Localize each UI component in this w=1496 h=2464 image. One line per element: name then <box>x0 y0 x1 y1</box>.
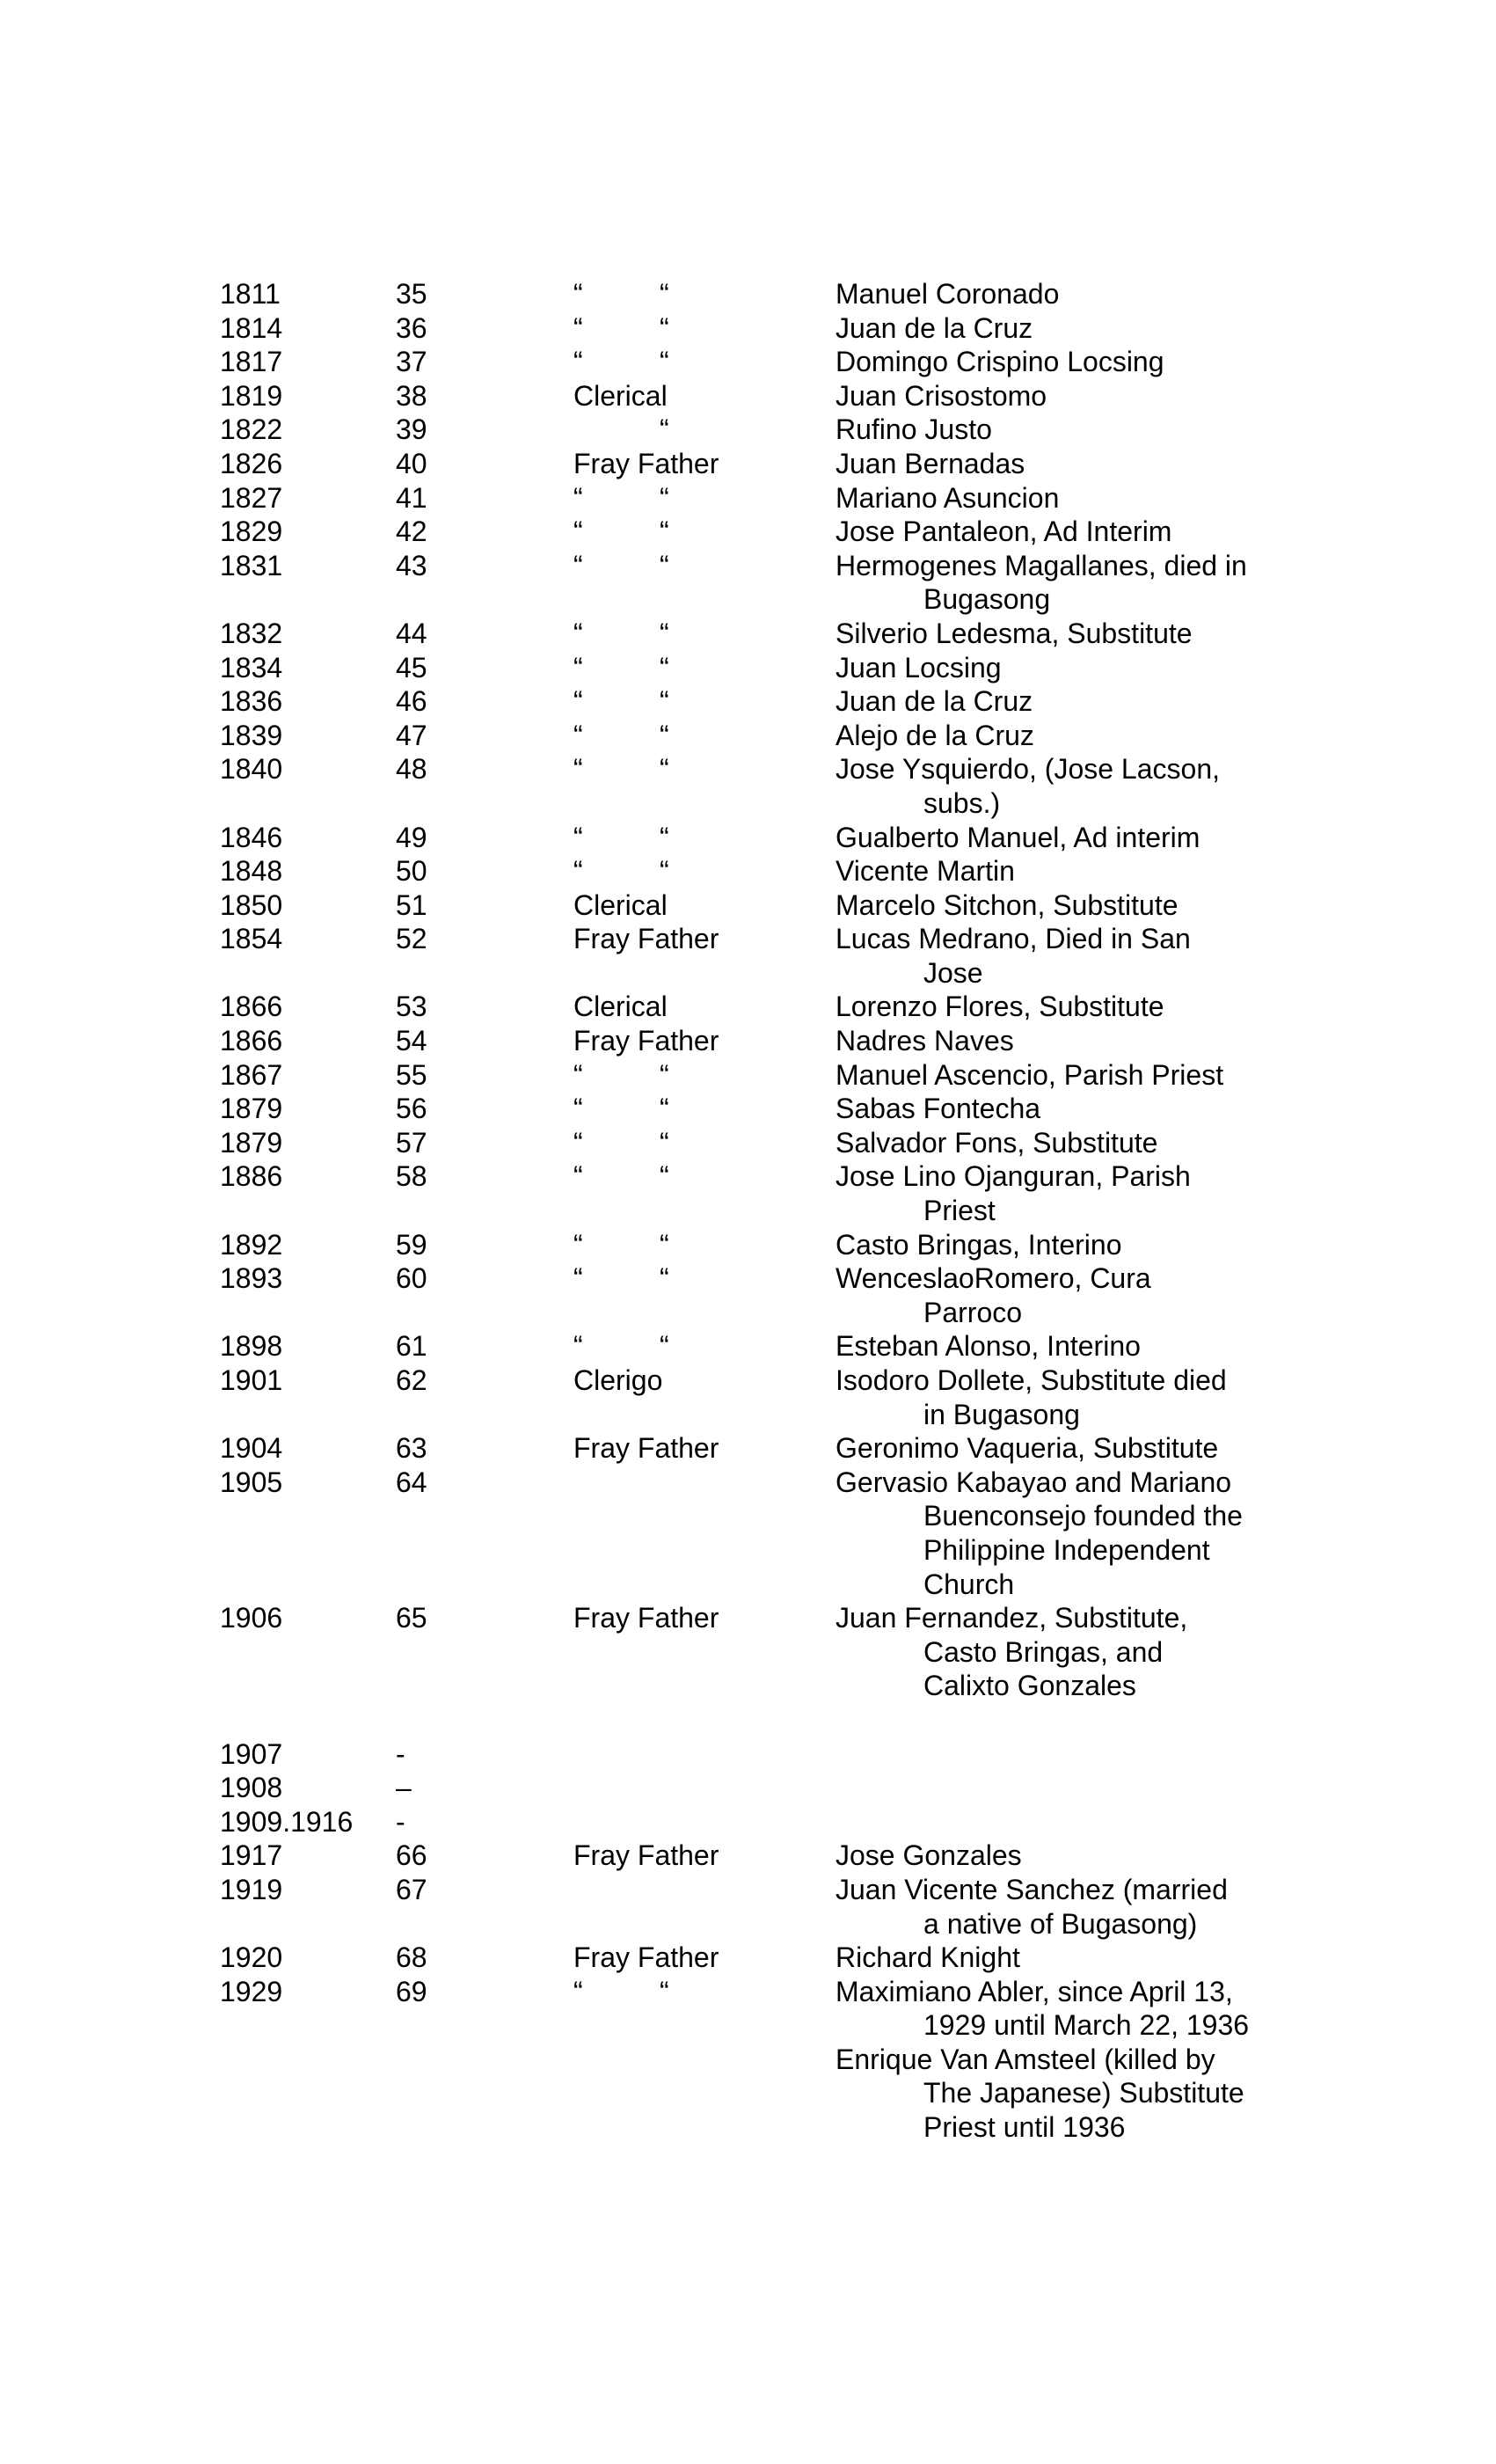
ditto-mark: “ <box>660 1330 669 1363</box>
number-cell: 65 <box>396 1602 427 1634</box>
table-row <box>0 651 1496 685</box>
year-cell: 1817 <box>220 346 283 378</box>
name-line: Lorenzo Flores, Substitute <box>836 991 1164 1023</box>
name-line: Alejo de la Cruz <box>836 719 1034 751</box>
type-cell: Fray Father <box>573 1941 719 1974</box>
year-cell: 1866 <box>220 991 283 1023</box>
name-line: Domingo Crispino Locsing <box>836 346 1164 378</box>
name-continuation-line: Philippine Independent <box>923 1533 1210 1566</box>
ditto-mark: “ <box>660 1975 669 2007</box>
name-cell <box>836 752 1293 820</box>
number-cell: 51 <box>396 888 427 921</box>
name-continuation-line: Bugasong <box>923 583 1051 616</box>
name-line: Manuel Ascencio, Parish Priest <box>836 1058 1224 1091</box>
number-cell: 53 <box>396 991 427 1023</box>
name-cell <box>836 922 1293 990</box>
ditto-mark: “ <box>660 1160 669 1193</box>
year-cell: 1920 <box>220 1941 283 1974</box>
ditto-mark: “ <box>573 549 583 581</box>
table-row <box>0 1329 1496 1364</box>
name-line: Enrique Van Amsteel (killed by <box>836 2043 1215 2075</box>
name-line: Lucas Medrano, Died in San <box>836 923 1191 955</box>
number-cell: 36 <box>396 311 427 344</box>
type-cell: Fray Father <box>573 1602 719 1634</box>
name-cell <box>836 549 1293 617</box>
ditto-mark: “ <box>660 1262 669 1295</box>
name-cell <box>836 515 1293 549</box>
ditto-mark: “ <box>660 753 669 786</box>
number-cell: 37 <box>396 346 427 378</box>
type-cell: Clerigo <box>573 1364 663 1396</box>
ditto-mark: “ <box>573 1058 583 1091</box>
table-row <box>0 888 1496 923</box>
name-continuation-line: The Japanese) Substitute <box>923 2077 1244 2109</box>
name-line: Juan Vicente Sanchez (married <box>836 1873 1228 1905</box>
number-cell: 67 <box>396 1873 427 1905</box>
ditto-mark: “ <box>573 1160 583 1193</box>
ditto-mark: “ <box>660 481 669 514</box>
number-cell: 40 <box>396 447 427 479</box>
year-cell: 1866 <box>220 1025 283 1057</box>
name-continuation-line: Church <box>923 1568 1015 1600</box>
year-cell: 1919 <box>220 1873 283 1905</box>
year-cell: 1827 <box>220 481 283 514</box>
name-line: Gervasio Kabayao and Mariano <box>836 1466 1232 1498</box>
year-cell: 1901 <box>220 1364 283 1396</box>
year-cell: 1906 <box>220 1602 283 1634</box>
ditto-mark: “ <box>573 1330 583 1363</box>
table-row <box>0 481 1496 515</box>
ditto-mark: “ <box>573 1262 583 1295</box>
table-row <box>0 1873 1496 1941</box>
type-cell: Clerical <box>573 379 668 412</box>
name-line: Juan Bernadas <box>836 447 1025 479</box>
number-cell: 41 <box>396 481 427 514</box>
year-cell: 1819 <box>220 379 283 412</box>
year-cell: 1854 <box>220 923 283 955</box>
table-row <box>0 1737 1496 1772</box>
name-line: Juan de la Cruz <box>836 685 1033 718</box>
name-continuation-line: Jose <box>923 956 983 989</box>
name-cell <box>836 1261 1293 1329</box>
number-cell: 68 <box>396 1941 427 1974</box>
table-row <box>0 515 1496 549</box>
ditto-mark: “ <box>573 719 583 751</box>
year-cell: 1850 <box>220 888 283 921</box>
year-cell: 1917 <box>220 1839 283 1872</box>
ditto-mark: “ <box>573 346 583 378</box>
table-row <box>0 1466 1496 1601</box>
name-line: Juan Fernandez, Substitute, <box>836 1602 1188 1634</box>
table-row <box>0 1126 1496 1160</box>
year-cell: 1829 <box>220 515 283 548</box>
table-row <box>0 719 1496 753</box>
year-cell: 1846 <box>220 821 283 853</box>
table-row <box>0 1431 1496 1466</box>
year-cell: 1907 <box>220 1737 283 1770</box>
name-line: Juan de la Cruz <box>836 311 1033 344</box>
table-row <box>0 1092 1496 1126</box>
number-cell: 39 <box>396 413 427 446</box>
table-row <box>0 311 1496 346</box>
name-cell <box>836 1058 1293 1093</box>
name-cell <box>836 1941 1293 1975</box>
name-line: Jose Lino Ojanguran, Parish <box>836 1160 1191 1193</box>
number-cell: 43 <box>396 549 427 581</box>
number-cell: 35 <box>396 278 427 310</box>
name-line: Mariano Asuncion <box>836 481 1060 514</box>
name-cell <box>836 1431 1293 1466</box>
table-row <box>0 990 1496 1024</box>
number-cell: 46 <box>396 685 427 718</box>
table-row <box>0 752 1496 820</box>
ditto-mark: “ <box>573 1093 583 1125</box>
name-cell <box>836 2043 1293 2145</box>
year-cell: 1831 <box>220 549 283 581</box>
name-cell <box>836 1975 1293 2043</box>
number-cell: 64 <box>396 1466 427 1498</box>
table-row <box>0 1601 1496 1736</box>
name-cell <box>836 1024 1293 1058</box>
ditto-mark: “ <box>660 1093 669 1125</box>
year-cell: 1904 <box>220 1432 283 1465</box>
name-line: Nadres Naves <box>836 1025 1014 1057</box>
year-cell: 1893 <box>220 1262 283 1295</box>
ditto-mark: “ <box>573 821 583 853</box>
name-cell <box>836 1126 1293 1160</box>
name-line: Sabas Fontecha <box>836 1093 1041 1125</box>
ditto-mark: “ <box>660 617 669 649</box>
type-cell: Fray Father <box>573 447 719 479</box>
table-row <box>0 1975 1496 2043</box>
year-cell: 1908 <box>220 1772 283 1804</box>
table-row <box>0 821 1496 855</box>
year-cell: 1832 <box>220 617 283 649</box>
table-row <box>0 1228 1496 1262</box>
name-continuation-line: 1929 until March 22, 1936 <box>923 2009 1250 2042</box>
table-row <box>0 413 1496 447</box>
name-cell <box>836 1839 1293 1873</box>
number-cell: 48 <box>396 753 427 786</box>
name-cell <box>836 1805 1293 1839</box>
ditto-mark: “ <box>573 855 583 888</box>
name-continuation-line: Priest <box>923 1195 996 1227</box>
table-row <box>0 1839 1496 1873</box>
name-cell <box>836 277 1293 311</box>
number-cell: 62 <box>396 1364 427 1396</box>
number-cell: 61 <box>396 1330 427 1363</box>
name-line: Casto Bringas, Interino <box>836 1228 1122 1261</box>
table-row <box>0 2043 1496 2145</box>
ditto-mark: “ <box>573 1228 583 1261</box>
row-gap <box>0 1703 1496 1737</box>
name-continuation-line: subs.) <box>923 786 1001 819</box>
ditto-mark: “ <box>660 1228 669 1261</box>
year-cell: 1886 <box>220 1160 283 1193</box>
number-cell: 55 <box>396 1058 427 1091</box>
name-line: Esteban Alonso, Interino <box>836 1330 1141 1363</box>
name-line: Richard Knight <box>836 1941 1020 1974</box>
name-cell <box>836 1228 1293 1262</box>
name-line: Marcelo Sitchon, Substitute <box>836 888 1179 921</box>
name-line: Isodoro Dollete, Substitute died <box>836 1364 1227 1396</box>
table-row <box>0 1024 1496 1058</box>
year-cell: 1867 <box>220 1058 283 1091</box>
table-row <box>0 379 1496 413</box>
number-cell: 69 <box>396 1975 427 2007</box>
table-row <box>0 1159 1496 1227</box>
name-line: Vicente Martin <box>836 855 1015 888</box>
year-cell: 1909.1916 <box>220 1805 354 1838</box>
name-line: Jose Gonzales <box>836 1839 1022 1872</box>
number-cell: 56 <box>396 1093 427 1125</box>
number-cell: 42 <box>396 515 427 548</box>
year-cell: 1814 <box>220 311 283 344</box>
year-cell: 1879 <box>220 1126 283 1159</box>
ditto-mark: “ <box>573 278 583 310</box>
table-row <box>0 277 1496 311</box>
table-row <box>0 345 1496 379</box>
name-cell <box>836 311 1293 346</box>
year-cell: 1836 <box>220 685 283 718</box>
ditto-mark: “ <box>660 821 669 853</box>
ditto-mark: “ <box>573 753 583 786</box>
number-cell: 59 <box>396 1228 427 1261</box>
name-cell <box>836 1159 1293 1227</box>
ditto-mark: “ <box>660 311 669 344</box>
ditto-mark: “ <box>573 685 583 718</box>
ditto-mark: “ <box>660 685 669 718</box>
number-cell: 44 <box>396 617 427 649</box>
ditto-mark: “ <box>573 481 583 514</box>
table-row <box>0 684 1496 719</box>
table-row <box>0 1058 1496 1093</box>
name-cell <box>836 1771 1293 1805</box>
year-cell: 1822 <box>220 413 283 446</box>
ditto-mark: “ <box>573 1126 583 1159</box>
year-cell: 1839 <box>220 719 283 751</box>
name-line: Silverio Ledesma, Substitute <box>836 617 1193 649</box>
name-cell <box>836 1466 1293 1601</box>
ditto-mark: “ <box>660 515 669 548</box>
table-row <box>0 854 1496 888</box>
table-row <box>0 1364 1496 1431</box>
name-cell <box>836 1737 1293 1772</box>
name-cell <box>836 447 1293 481</box>
name-continuation-line: Priest until 1936 <box>923 2111 1126 2144</box>
number-cell: - <box>396 1737 405 1770</box>
year-cell: 1879 <box>220 1093 283 1125</box>
name-cell <box>836 1873 1293 1941</box>
name-cell <box>836 821 1293 855</box>
type-cell: Clerical <box>573 991 668 1023</box>
ditto-mark: “ <box>660 278 669 310</box>
name-continuation-line: Calixto Gonzales <box>923 1670 1136 1702</box>
table-row <box>0 549 1496 617</box>
table-row <box>0 1771 1496 1805</box>
type-cell: Fray Father <box>573 1432 719 1465</box>
type-cell: Fray Father <box>573 923 719 955</box>
number-cell: 58 <box>396 1160 427 1193</box>
ditto-mark: “ <box>660 855 669 888</box>
table-row <box>0 1261 1496 1329</box>
table-row <box>0 447 1496 481</box>
name-cell <box>836 1601 1293 1703</box>
name-line: Gualberto Manuel, Ad interim <box>836 821 1200 853</box>
year-cell: 1929 <box>220 1975 283 2007</box>
ditto-mark: “ <box>573 311 583 344</box>
table-row <box>0 617 1496 651</box>
name-continuation-line: Casto Bringas, and <box>923 1635 1164 1668</box>
type-cell: Fray Father <box>573 1839 719 1872</box>
name-line: Salvador Fons, Substitute <box>836 1126 1158 1159</box>
year-cell: 1848 <box>220 855 283 888</box>
ditto-mark: “ <box>573 617 583 649</box>
name-continuation-line: in Bugasong <box>923 1398 1080 1430</box>
number-cell: 50 <box>396 855 427 888</box>
year-cell: 1892 <box>220 1228 283 1261</box>
name-line: Maximiano Abler, since April 13, <box>836 1975 1233 2007</box>
type-cell: Fray Father <box>573 1025 719 1057</box>
year-cell: 1840 <box>220 753 283 786</box>
type-cell: Clerical <box>573 888 668 921</box>
number-cell: 45 <box>396 651 427 684</box>
name-cell <box>836 990 1293 1024</box>
name-continuation-line: Parroco <box>923 1296 1023 1328</box>
name-cell <box>836 651 1293 685</box>
name-cell <box>836 719 1293 753</box>
name-line: Geronimo Vaqueria, Substitute <box>836 1432 1219 1465</box>
name-cell <box>836 1092 1293 1126</box>
year-cell: 1834 <box>220 651 283 684</box>
name-cell <box>836 345 1293 379</box>
name-line: Manuel Coronado <box>836 278 1060 310</box>
ditto-mark: “ <box>660 549 669 581</box>
ditto-mark: “ <box>660 651 669 684</box>
number-cell: 63 <box>396 1432 427 1465</box>
name-line: Jose Pantaleon, Ad Interim <box>836 515 1172 548</box>
name-cell <box>836 888 1293 923</box>
ditto-mark: “ <box>573 515 583 548</box>
name-cell <box>836 854 1293 888</box>
ditto-mark: “ <box>660 346 669 378</box>
name-line: Juan Crisostomo <box>836 379 1047 412</box>
name-cell <box>836 1329 1293 1364</box>
name-cell <box>836 379 1293 413</box>
number-cell: – <box>396 1772 412 1804</box>
table-row <box>0 1805 1496 1839</box>
ditto-mark: “ <box>573 1975 583 2007</box>
name-continuation-line: Buenconsejo founded the <box>923 1500 1243 1532</box>
name-cell <box>836 481 1293 515</box>
number-cell: 38 <box>396 379 427 412</box>
table-row <box>0 922 1496 990</box>
year-cell: 1898 <box>220 1330 283 1363</box>
ditto-mark: “ <box>660 1058 669 1091</box>
number-cell: 66 <box>396 1839 427 1872</box>
ditto-mark: “ <box>660 413 669 446</box>
ditto-mark: “ <box>573 651 583 684</box>
ditto-mark: “ <box>660 719 669 751</box>
number-cell: 57 <box>396 1126 427 1159</box>
name-cell <box>836 684 1293 719</box>
name-continuation-line: a native of Bugasong) <box>923 1907 1198 1940</box>
name-line: Rufino Justo <box>836 413 992 446</box>
table-row <box>0 1941 1496 1975</box>
number-cell: 60 <box>396 1262 427 1295</box>
year-cell: 1905 <box>220 1466 283 1498</box>
number-cell: 54 <box>396 1025 427 1057</box>
name-cell <box>836 413 1293 447</box>
year-cell: 1826 <box>220 447 283 479</box>
number-cell: - <box>396 1805 405 1838</box>
name-cell <box>836 617 1293 651</box>
name-line: Juan Locsing <box>836 651 1002 684</box>
number-cell: 49 <box>396 821 427 853</box>
ditto-mark: “ <box>660 1126 669 1159</box>
name-line: Hermogenes Magallanes, died in <box>836 549 1247 581</box>
name-line: WenceslaoRomero, Cura <box>836 1262 1151 1295</box>
name-line: Jose Ysquierdo, (Jose Lacson, <box>836 753 1220 786</box>
number-cell: 47 <box>396 719 427 751</box>
name-cell <box>836 1364 1293 1431</box>
number-cell: 52 <box>396 923 427 955</box>
priest-list <box>0 277 1496 2145</box>
year-cell: 1811 <box>220 278 281 310</box>
